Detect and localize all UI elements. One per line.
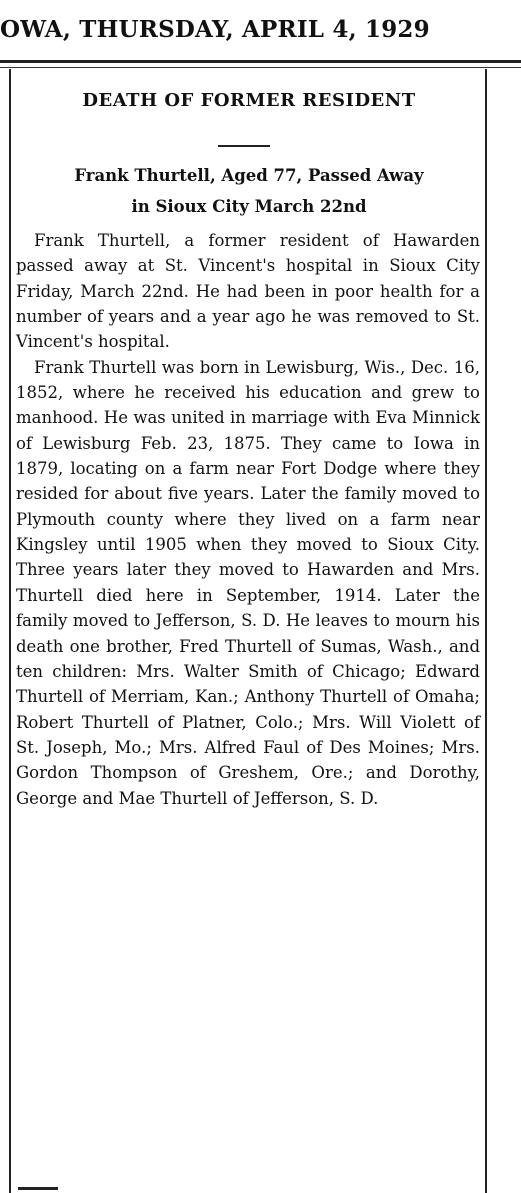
subhead-line-1: Frank Thurtell, Aged 77, Passed Away — [74, 166, 424, 185]
newspaper-masthead — [0, 10, 521, 50]
article-body — [16, 228, 480, 811]
column-rule-left — [9, 69, 11, 1193]
masthead-dateline: OWA, THURSDAY, APRIL 4, 1929 — [0, 16, 430, 43]
article-paragraph-2: Frank Thurtell was born in Lewisburg, Wis., Dec. 16, 1852, where he received his education and grew to manhood. He was united in marriage with Eva Minnick of Lewisburg Feb. 23, 1875. They came to Iowa in 1879, locating on a farm near Fort Dodge where they resided for about five years. Later the family moved to Plymouth county where they lived on a farm near Kingsley until 1905 when they moved to Sioux City. Three years later they moved to Hawarden and Mrs. Thurtell died here in September, 1914. Later the family moved to Jefferson, S. D. He leaves to mourn his death one brother, Fred Thurtell of Sumas, Wash., and ten children: Mrs. Walter Smith of Chicago; Edward Thurtell of Merriam, Kan.; Anthony Thurtell of Omaha; Robert Thurtell of Platner, Colo.; Mrs. Will Violett of St. Joseph, Mo.; Mrs. Alfred Faul of Des Moines; Mrs. Gordon Thompson of Greshem, Ore.; and Dorothy, George and Mae Thurtell of Jefferson, S. D. — [16, 357, 480, 808]
article-paragraph-1: Frank Thurtell, a former resident of Hawarden passed away at St. Vincent's hospital in Sioux City Friday, March 22nd. He had been in poor health for a number of years and a year ago he was removed to St. Vincent's hospital. — [16, 231, 480, 352]
column-end-rule — [18, 1187, 58, 1190]
masthead-rule — [0, 60, 521, 63]
article-headline: DEATH OF FORMER RESIDENT — [82, 90, 416, 111]
subhead-line-2: in Sioux City March 22nd — [131, 197, 367, 216]
article-subhead — [14, 160, 484, 222]
headline-divider — [218, 145, 270, 147]
column-rule-right — [485, 69, 487, 1193]
masthead-rule-thin — [0, 67, 521, 68]
